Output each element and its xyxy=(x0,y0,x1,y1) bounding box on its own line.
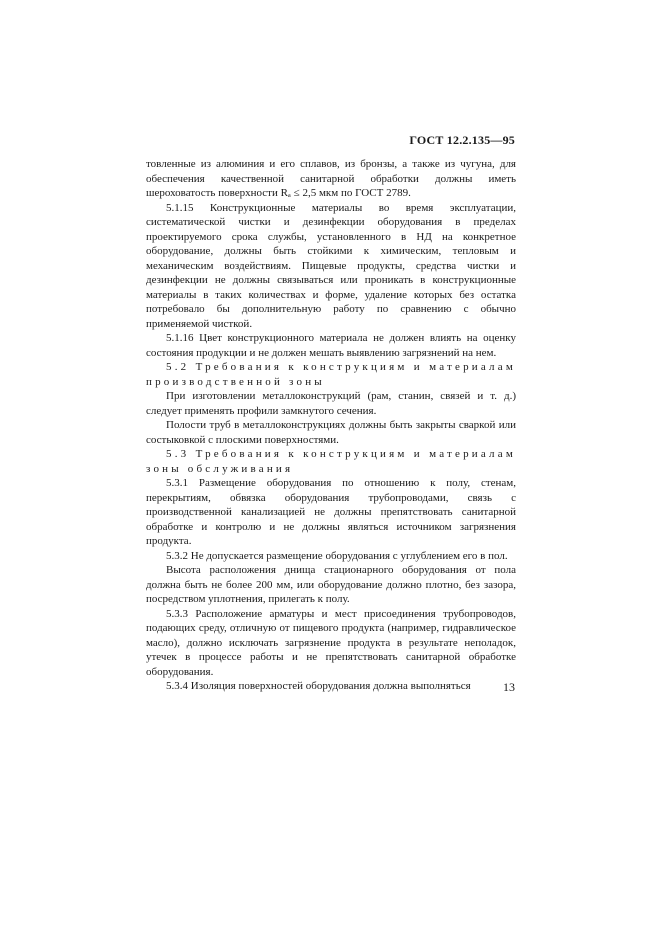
paragraph-continuation: товленные из алюминия и его сплавов, из бронзы, а также из чугуна, для обеспечения качественной санитарной обработки должны иметь шероховатость поверхности Rₐ ≤ 2,5 мкм по ГОСТ 2789. xyxy=(146,158,516,199)
paragraph-5-1-15: 5.1.15 Конструкционные материалы во время эксплуатации, систематической чистки и дезинфекции оборудования в пределах проектируемого срока службы, установленного в НД на конкретное оборудование, должны быть стойкими к химическим, тепловым и механическим воздействиям. Пищевые продукты, средства чистки и дезинфекции не должны связываться или проникать в конструкционные материалы в таких количествах и форме, удаление которых без остатка потребовало бы дополнительную работу по сравнению с обычно применяемой чисткой. xyxy=(146,201,516,330)
paragraph-5-3-4: 5.3.4 Изоляция поверхностей оборудования должна выполняться xyxy=(166,680,471,692)
body-text xyxy=(146,157,516,694)
page-number: 13 xyxy=(503,680,515,694)
document-header: ГОСТ 12.2.135—95 xyxy=(409,133,515,147)
paragraph-tube-cavities: Полости труб в металлоконструкциях должны быть закрыты сваркой или состыковкой с плоскими поверхностями. xyxy=(146,419,516,446)
paragraph-profiles: При изготовлении металлоконструкций (рам, станин, связей и т. д.) следует применять профили замкнутого сечения. xyxy=(146,390,516,417)
section-heading-5-3: 5.3 Требования к конструкциям и материалам зоны обслуживания xyxy=(146,448,516,475)
paragraph-5-1-16: 5.1.16 Цвет конструкционного материала не должен влиять на оценку состояния продукции и не должен мешать выявлению загрязнений на нем. xyxy=(146,332,516,359)
paragraph-5-3-1: 5.3.1 Размещение оборудования по отношению к полу, стенам, перекрытиям, обвязка оборудования трубопроводами, связь с производственной канализацией не должны препятствовать санитарной обработке и контролю и не должны являться источником загрязнения продукта. xyxy=(146,477,516,547)
paragraph-height: Высота расположения днища стационарного оборудования от пола должна быть не более 200 мм, или оборудование должно плотно, без зазора, посредством уплотнения, прилегать к полу. xyxy=(146,564,516,605)
section-heading-5-2: 5.2 Требования к конструкциям и материалам производственной зоны xyxy=(146,361,516,388)
paragraph-5-3-2: 5.3.2 Не допускается размещение оборудования с углублением его в пол. xyxy=(166,549,508,562)
paragraph-5-3-3: 5.3.3 Расположение арматуры и мест присоединения трубопроводов, подающих среду, отличную от пищевого продукта (например, гидравлическое масло), должно исключать загрязнение продукта в результате неполадок, утечек в процессе работы и не препятствовать санитарной обработке оборудования. xyxy=(146,607,516,678)
